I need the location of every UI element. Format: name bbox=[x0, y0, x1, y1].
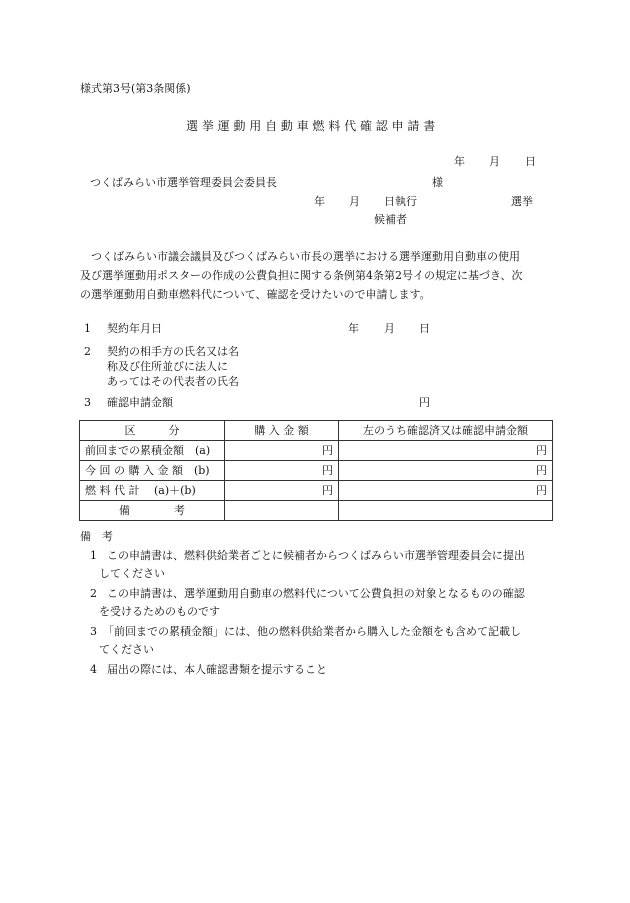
table-row bbox=[80, 481, 553, 501]
row-label: 燃 料 代 計 (a)＋(b) bbox=[80, 481, 225, 501]
note1-line-2: してください bbox=[99, 567, 165, 580]
addressee-honorific: 様 bbox=[432, 176, 443, 189]
amounts-table bbox=[79, 420, 553, 521]
confirmed-cell[interactable]: 円 bbox=[339, 461, 553, 481]
item2-line-2: 称及び住所並びに法人に bbox=[107, 360, 228, 373]
purchase-cell[interactable]: 円 bbox=[225, 441, 339, 461]
body-line-3: の選挙運動用自動車燃料代について、確認を受けたいので申請します。 bbox=[80, 288, 431, 301]
item1-day: 日 bbox=[419, 322, 430, 335]
election-day-held: 日執行 bbox=[384, 195, 417, 208]
remarks-cell[interactable] bbox=[339, 501, 553, 521]
purchase-cell[interactable]: 円 bbox=[225, 461, 339, 481]
header-confirmed: 左のうち確認済又は確認申請金額 bbox=[339, 421, 553, 441]
row-label: 前回までの累積金額 (a) bbox=[80, 441, 225, 461]
header-category: 区 分 bbox=[80, 421, 225, 441]
item3-number: 3 bbox=[84, 396, 91, 409]
item3-label: 確認申請金額 bbox=[107, 396, 173, 409]
election-month: 月 bbox=[349, 195, 360, 208]
date-month: 月 bbox=[489, 155, 500, 168]
item1-label: 契約年月日 bbox=[107, 322, 162, 335]
note2-line-1: この申請書は、選挙運動用自動車の燃料代について公費負担の対象となるものの確認 bbox=[107, 587, 525, 600]
note3-line-2: てください bbox=[99, 643, 154, 656]
item2-line-1: 契約の相手方の氏名又は名 bbox=[107, 345, 239, 358]
item3-unit: 円 bbox=[419, 396, 430, 409]
election-year: 年 bbox=[314, 195, 325, 208]
table-row bbox=[80, 501, 553, 521]
note1-number: 1 bbox=[90, 549, 97, 562]
body-line-1: つくばみらい市議会議員及びつくばみらい市長の選挙における選挙運動用自動車の使用 bbox=[91, 250, 520, 263]
candidate-label: 候補者 bbox=[374, 213, 407, 226]
remarks-cell[interactable] bbox=[225, 501, 339, 521]
note3-number: 3 bbox=[90, 625, 97, 638]
table-header-row bbox=[80, 421, 553, 441]
form-label: 様式第3号(第3条関係) bbox=[80, 82, 191, 95]
election-type: 選挙 bbox=[511, 195, 533, 208]
item1-number: 1 bbox=[84, 322, 91, 335]
purchase-cell[interactable]: 円 bbox=[225, 481, 339, 501]
item1-month: 月 bbox=[384, 322, 395, 335]
row-label: 備 考 bbox=[80, 501, 225, 521]
header-purchase: 購 入 金 額 bbox=[225, 421, 339, 441]
confirmed-cell[interactable]: 円 bbox=[339, 441, 553, 461]
item2-line-3: あってはその代表者の氏名 bbox=[107, 375, 239, 388]
addressee-name: つくばみらい市選挙管理委員会委員長 bbox=[90, 176, 277, 189]
document-title: 選 挙 運 動 用 自 動 車 燃 料 代 確 認 申 請 書 bbox=[186, 119, 436, 133]
note4-line-1: 届出の際には、本人確認書類を提示すること bbox=[107, 663, 327, 676]
item1-year: 年 bbox=[348, 322, 359, 335]
notes-heading: 備 考 bbox=[80, 530, 113, 543]
confirmed-cell[interactable]: 円 bbox=[339, 481, 553, 501]
body-line-2: 及び選挙運動用ポスターの作成の公費負担に関する条例第4条第2号イの規定に基づき、次 bbox=[80, 269, 523, 282]
note2-line-2: を受けるためのものです bbox=[99, 605, 220, 618]
note2-number: 2 bbox=[90, 587, 97, 600]
date-day: 日 bbox=[525, 155, 536, 168]
row-label: 今 回 の 購 入 金 額 (b) bbox=[80, 461, 225, 481]
item2-number: 2 bbox=[84, 345, 91, 358]
table-row bbox=[80, 461, 553, 481]
table-row bbox=[80, 441, 553, 461]
note1-line-1: この申請書は、燃料供給業者ごとに候補者からつくばみらい市選挙管理委員会に提出 bbox=[107, 549, 525, 562]
note4-number: 4 bbox=[90, 663, 97, 676]
date-year: 年 bbox=[454, 155, 465, 168]
note3-line-1: 「前回までの累積金額」には、他の燃料供給業者から購入した金額をも含めて記載し bbox=[103, 625, 521, 638]
